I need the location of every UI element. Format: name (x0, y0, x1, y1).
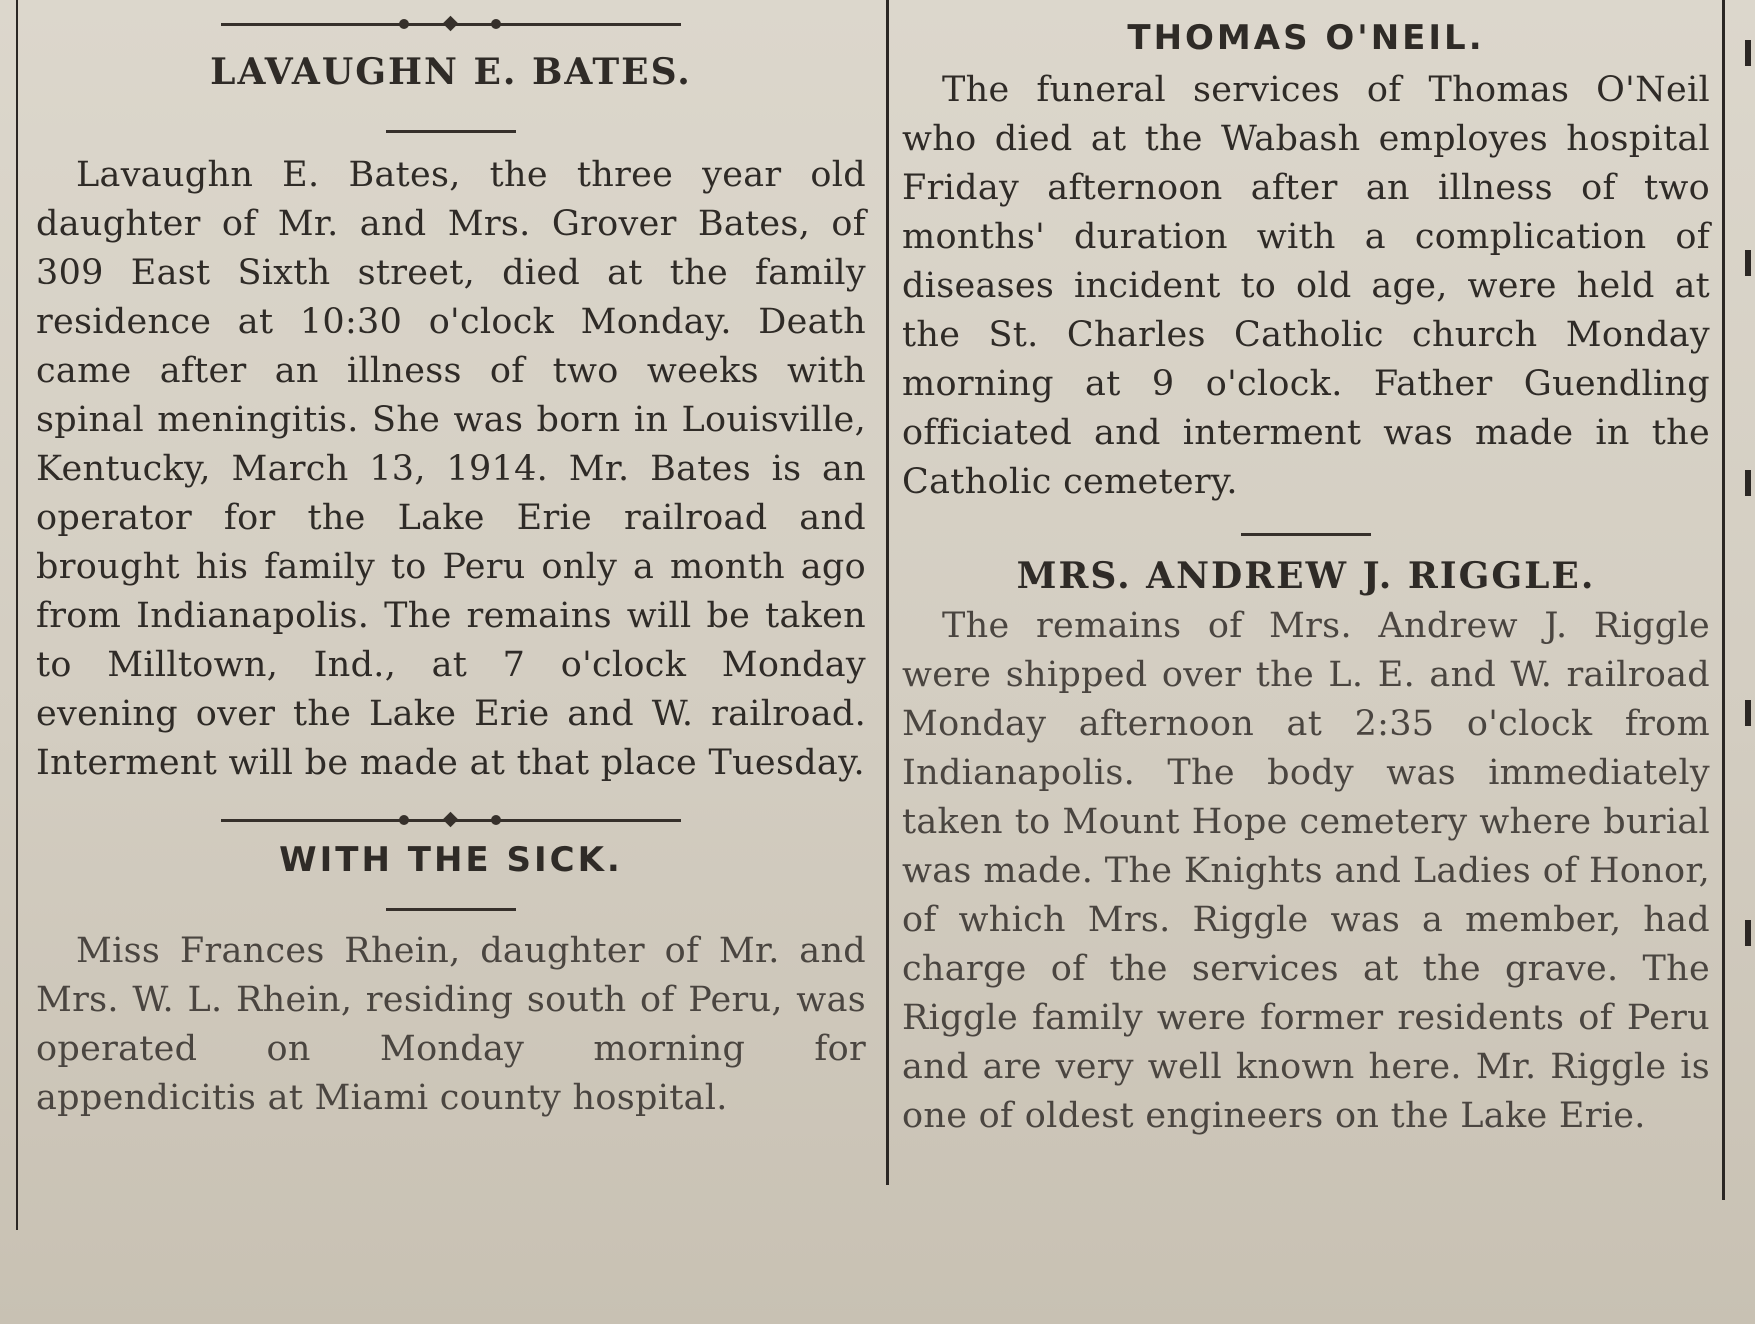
oneil-article-body (902, 66, 1710, 507)
sick-headline: WITH THE SICK. (279, 840, 623, 880)
riggle-separator-rule (1241, 533, 1371, 536)
top-ornament-rule (221, 18, 681, 30)
column-divider-rule (886, 0, 889, 1185)
right-edge-tick (1745, 470, 1751, 496)
right-edge-tick (1745, 700, 1751, 726)
bates-headline-rule (386, 130, 516, 133)
riggle-article-body (902, 602, 1710, 1141)
left-column (36, 0, 866, 1123)
right-edge-tick (1745, 40, 1751, 66)
right-edge-tick (1745, 250, 1751, 276)
bates-article-body (36, 151, 866, 788)
right-edge-tick (1745, 920, 1751, 946)
right-column (902, 0, 1710, 1141)
riggle-headline: MRS. ANDREW J. RIGGLE. (1016, 555, 1596, 597)
bates-headline: LAVAUGHN E. BATES. (210, 51, 692, 93)
sick-paragraph: Miss Frances Rhein, daughter of Mr. and Mrs. W. L. Rhein, residing south of Peru, was operated on Monday morning for appendicitis at Miami county hospital. (36, 931, 866, 1118)
sick-headline-rule (386, 908, 516, 911)
oneil-paragraph: The funeral services of Thomas O'Neil who died at the Wabash employes hospital Friday afternoon after an illness of two months' duration with a complication of diseases incident to old age, were held at the St. Charles Catholic church Monday morning at 9 o'clock. Father Guendling officiated and interment was made in the Catholic cemetery. (902, 70, 1710, 502)
left-border-rule (16, 0, 18, 1230)
sick-ornament-rule (221, 814, 681, 826)
right-column-rule (1722, 0, 1725, 1200)
bates-paragraph: Lavaughn E. Bates, the three year old daughter of Mr. and Mrs. Grover Bates, of 309 East Sixth street, died at the family residence at 10:30 o'clock Monday. Death came after an illness of two weeks with spinal meningitis. She was born in Louisville, Kentucky, March 13, 1914. Mr. Bates is an operator for the Lake Erie railroad and brought his family to Peru only a month ago from Indianapolis. The remains will be taken to Milltown, Ind., at 7 o'clock Monday evening over the Lake Erie and W. railroad. Interment will be made at that place Tuesday. (36, 155, 866, 783)
riggle-paragraph: The remains of Mrs. Andrew J. Riggle were shipped over the L. E. and W. railroad Monday afternoon at 2:35 o'clock from Indianapolis. The body was immediately taken to Mount Hope cemetery where burial was made. The Knights and Ladies of Honor, of which Mrs. Riggle was a member, had charge of the services at the grave. The Riggle family were former residents of Peru and are very well known here. Mr. Riggle is one of oldest engineers on the Lake Erie. (902, 606, 1710, 1136)
oneil-headline: THOMAS O'NEIL. (1127, 18, 1485, 58)
sick-article-body (36, 927, 866, 1123)
